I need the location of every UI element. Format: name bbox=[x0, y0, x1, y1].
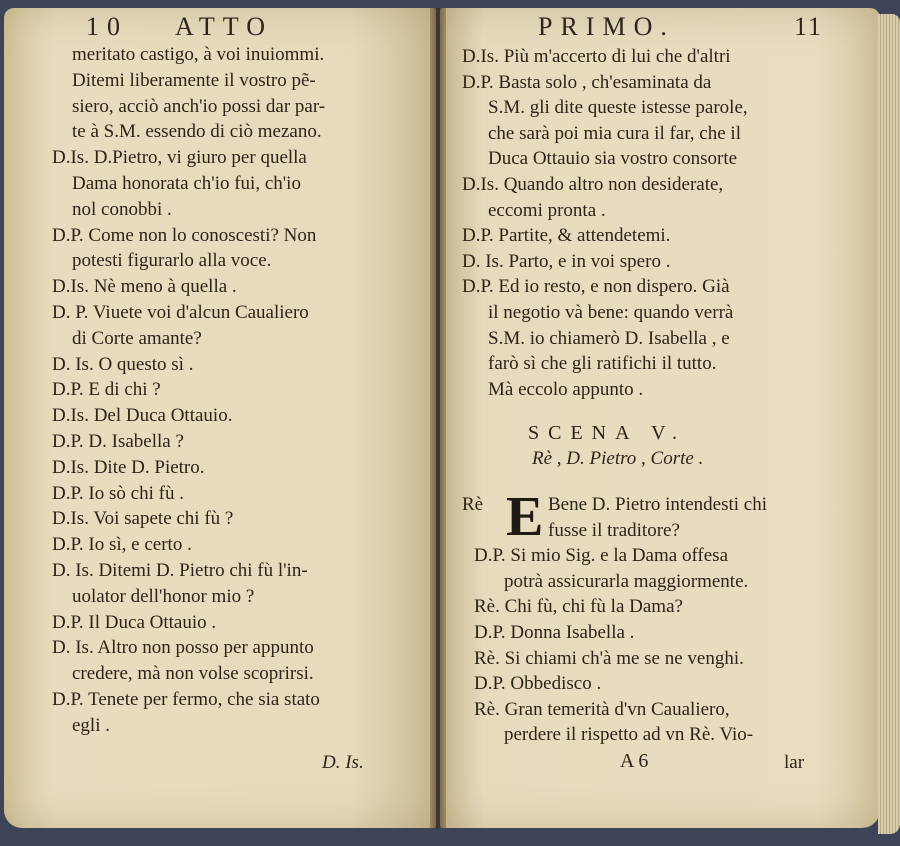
text-line: meritato castigo, à voi inuiommi. bbox=[72, 44, 325, 65]
text-line: D.Is. Nè meno à quella . bbox=[52, 276, 237, 298]
text-line: D.Is. D.Pietro, vi giuro per quella bbox=[52, 147, 307, 169]
open-book bbox=[0, 8, 900, 846]
right-catchword: lar bbox=[784, 752, 805, 773]
scene-title: SCENA V. bbox=[528, 422, 686, 444]
text-line: D.Is. Quando altro non desiderate, bbox=[462, 174, 724, 195]
text-line: D.Is. Voi sapete chi fù ? bbox=[52, 508, 234, 530]
text-line: Dama honorata ch'io fui, ch'io bbox=[72, 173, 301, 194]
text-line: Duca Ottauio sia vostro consorte bbox=[488, 148, 738, 170]
text-line: D.P. Donna Isabella . bbox=[474, 622, 635, 643]
left-catchword: D. Is. bbox=[322, 752, 364, 773]
text-line: S.M. gli dite queste istesse parole, bbox=[488, 97, 748, 119]
page-edges bbox=[878, 14, 900, 834]
text-line: farò sì che gli ratifichi il tutto. bbox=[488, 353, 717, 375]
text-line: te à S.M. essendo di ciò mezano. bbox=[72, 121, 322, 143]
text-line: D. Is. Altro non posso per appunto bbox=[52, 637, 314, 659]
right-page-number: 11 bbox=[794, 12, 824, 41]
text-line: Mà eccolo appunto . bbox=[488, 378, 644, 400]
text-line: D.P. Ed io resto, e non dispero. Già bbox=[462, 276, 730, 298]
scene-characters: Rè , D. Pietro , Corte . bbox=[532, 448, 704, 469]
text-line: potrà assicurarla maggiormente. bbox=[504, 570, 749, 592]
text-line: che sarà poi mia cura il far, che il bbox=[488, 122, 741, 144]
text-line: D. Is. O questo sì . bbox=[52, 353, 194, 375]
book-gutter bbox=[430, 8, 446, 828]
text-line: siero, acciò anch'io possi dar par- bbox=[72, 95, 326, 117]
left-running-head: ATTO bbox=[175, 12, 273, 41]
text-line: S.M. io chiamerò D. Isabella , e bbox=[488, 327, 730, 349]
text-line: D.P. Io sò chi fù . bbox=[52, 482, 184, 504]
text-line: Rè. Si chiami ch'à me se ne venghi. bbox=[474, 647, 744, 669]
text-line: D.P. Come non lo conoscesti? Non bbox=[52, 224, 317, 246]
text-line: eccomi pronta . bbox=[488, 199, 606, 221]
text-line: D.P. Partite, & attendetemi. bbox=[462, 225, 671, 247]
text-line: il negotio và bene: quando verrà bbox=[488, 302, 734, 323]
text-line: Ditemi liberamente il vostro pẽ- bbox=[72, 69, 316, 91]
text-line: D.Is. Dite D. Pietro. bbox=[52, 456, 205, 478]
right-running-head: PRIMO. bbox=[538, 12, 675, 41]
text-line: Rè. Chi fù, chi fù la Dama? bbox=[474, 596, 683, 618]
text-line: uolator dell'honor mio ? bbox=[72, 585, 255, 607]
text-line: D.P. Il Duca Ottauio . bbox=[52, 611, 217, 633]
text-line: Rè. Gran temerità d'vn Caualiero, bbox=[474, 698, 730, 720]
drop-cap-letter: E bbox=[506, 486, 544, 548]
text-line: D.P. Obbedisco . bbox=[474, 673, 602, 695]
text-line: D. Is. Parto, e in voi spero . bbox=[462, 250, 671, 272]
text-line: D.P. Basta solo , ch'esaminata da bbox=[462, 71, 712, 93]
text-line: D.P. Io sì, e certo . bbox=[52, 534, 192, 556]
text-line: potesti figurarlo alla voce. bbox=[72, 250, 272, 272]
dropcap-speaker: Rè bbox=[462, 494, 484, 515]
text-line: D.P. D. Isabella ? bbox=[52, 431, 184, 452]
signature-mark: A 6 bbox=[620, 750, 649, 772]
text-line: D. P. Viuete voi d'alcun Caualiero bbox=[52, 302, 309, 323]
text-line: credere, mà non volse scoprirsi. bbox=[72, 663, 314, 685]
text-line: D.Is. Più m'accerto di lui che d'altri bbox=[462, 46, 731, 67]
text-line: Bene D. Pietro intendesti chi bbox=[548, 494, 767, 515]
text-line: D.P. E di chi ? bbox=[52, 379, 161, 401]
text-line: di Corte amante? bbox=[72, 327, 202, 349]
text-line: nol conobbi . bbox=[72, 198, 172, 220]
text-line: egli . bbox=[72, 714, 110, 736]
text-line: D.P. Tenete per fermo, che sia stato bbox=[52, 689, 320, 710]
text-line: D.Is. Del Duca Ottauio. bbox=[52, 405, 233, 427]
text-line: D.P. Si mio Sig. e la Dama offesa bbox=[474, 545, 729, 567]
left-page-number: 10 bbox=[86, 12, 128, 41]
text-line: D. Is. Ditemi D. Pietro chi fù l'in- bbox=[52, 560, 308, 581]
text-line: perdere il rispetto ad vn Rè. Vio- bbox=[504, 724, 754, 746]
text-line: fusse il traditore? bbox=[548, 519, 680, 541]
